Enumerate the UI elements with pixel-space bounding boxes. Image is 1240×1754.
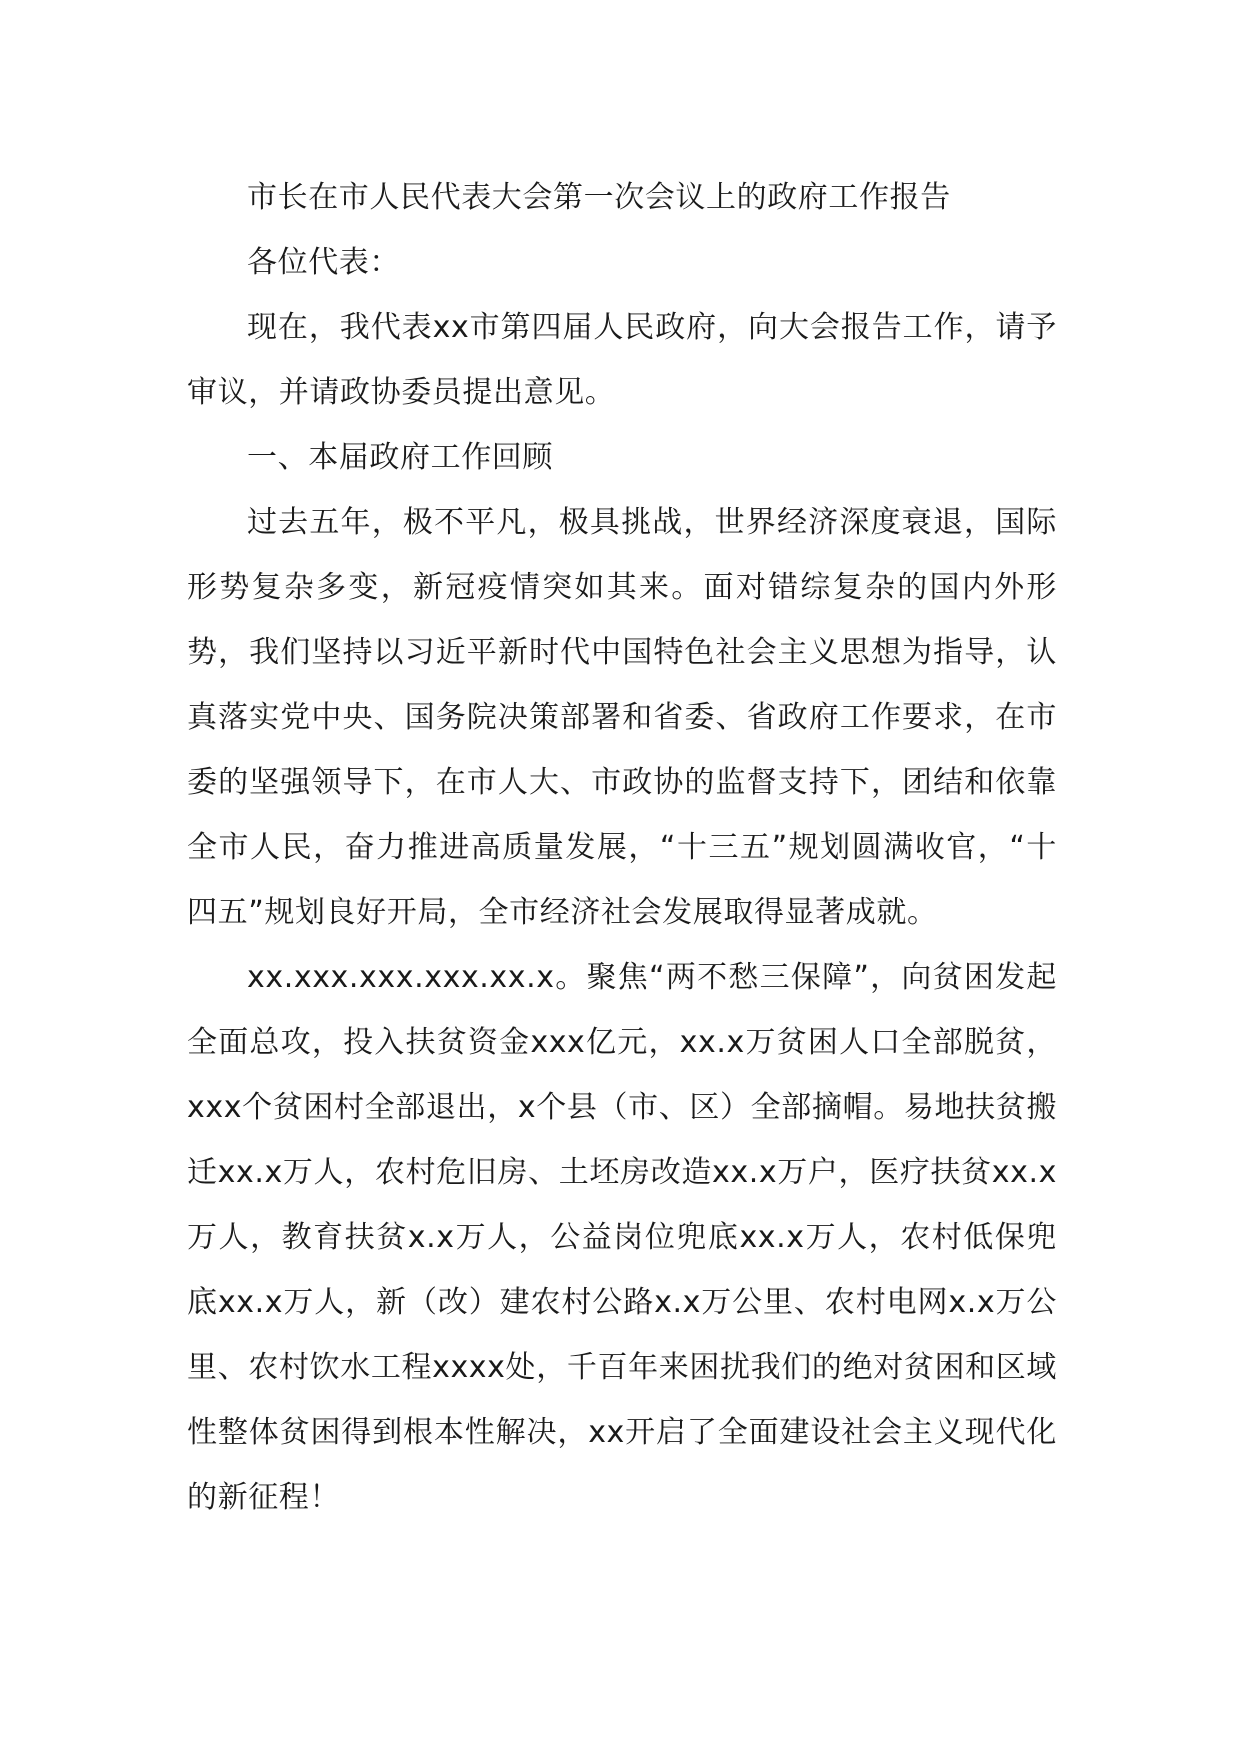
paragraph: 过去五年，极不平凡，极具挑战，世界经济深度衰退，国际形势复杂多变，新冠疫情突如其来。面对错综复杂的国内外形势，我们坚持以习近平新时代中国特色社会主义思想为指导，认真落实党中央、国务院决策部署和省委、省政府工作要求，在市委的坚强领导下，在市人大、市政协的监督支持下，团结和依靠全市人民，奋力推进高质量发展，“十三五”规划圆满收官，“十四五”规划良好开局，全市经济社会发展取得显著成就。	[187, 505, 1057, 930]
paragraph: xx.xxx.xxx.xxx.xx.x。聚焦“两不愁三保障”，向贫困发起全面总攻，投入扶贫资金xxx亿元，xx.x万贫困人口全部脱贫，xxx个贫困村全部退出，x个县（市、区）全部摘帽。易地扶贫搬迁xx.x万人，农村危旧房、土坯房改造xx.x万户，医疗扶贫xx.x万人，教育扶贫x.x万人，公益岗位兜底xx.x万人，农村低保兜底xx.x万人，新（改）建农村公路x.x万公里、农村电网x.x万公里、农村饮水工程xxxx处，千百年来困扰我们的绝对贫困和区域性整体贫困得到根本性解决，xx开启了全面建设社会主义现代化的新征程！	[187, 960, 1057, 1515]
document-body	[187, 165, 1057, 1530]
greeting: 各位代表：	[247, 245, 400, 280]
paragraph: 现在，我代表xx市第四届人民政府，向大会报告工作，请予审议，并请政协委员提出意见。	[187, 310, 1057, 410]
section-heading: 一、本届政府工作回顾	[247, 440, 553, 475]
document-title: 市长在市人民代表大会第一次会议上的政府工作报告	[247, 180, 951, 215]
